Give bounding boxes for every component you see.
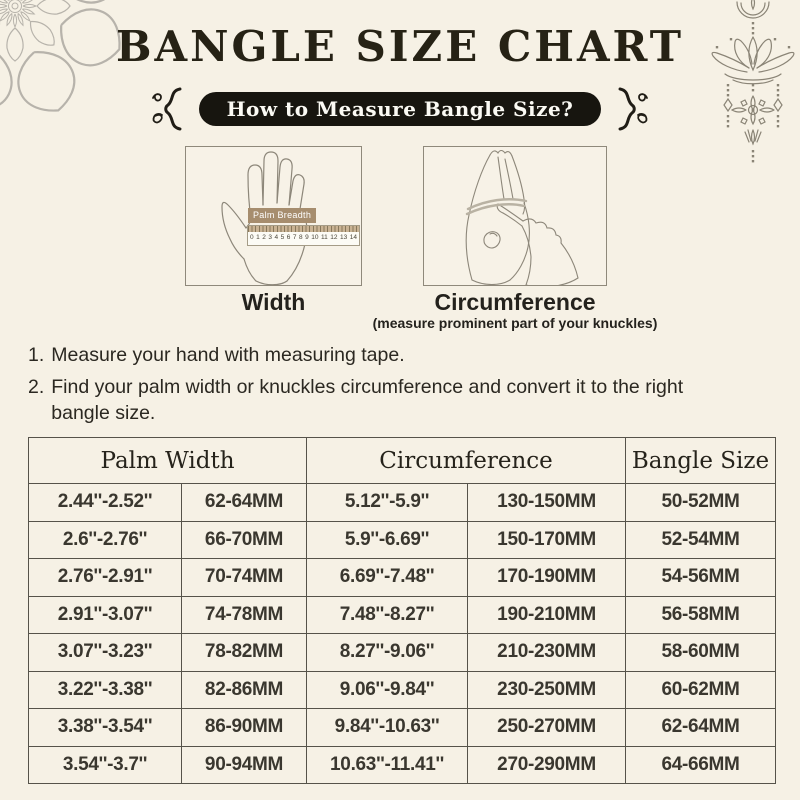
flourish-left-icon <box>147 86 187 132</box>
table-cell: 60-62MM <box>626 671 776 709</box>
table-cell: 3.38''-3.54'' <box>29 709 182 747</box>
ruler-number: 12 <box>330 234 338 241</box>
ruler-number: 8 <box>299 234 303 241</box>
table-cell: 270-290MM <box>468 746 626 784</box>
table-cell: 3.54''-3.7'' <box>29 746 182 784</box>
table-cell: 2.6''-2.76'' <box>29 521 182 559</box>
table-row <box>29 709 776 747</box>
table-cell: 7.48''-8.27'' <box>307 596 468 634</box>
ruler-number: 14 <box>349 234 357 241</box>
table-header: Circumference <box>307 438 626 484</box>
circumference-illustration-box <box>423 146 607 286</box>
table-cell: 86-90MM <box>182 709 307 747</box>
table-row <box>29 596 776 634</box>
table-cell: 82-86MM <box>182 671 307 709</box>
table-cell: 2.44''-2.52'' <box>29 484 182 522</box>
table-cell: 2.76''-2.91'' <box>29 559 182 597</box>
table-cell: 74-78MM <box>182 596 307 634</box>
table-cell: 64-66MM <box>626 746 776 784</box>
palm-breadth-tag: Palm Breadth <box>248 208 316 223</box>
table-cell: 6.69''-7.48'' <box>307 559 468 597</box>
ruler <box>247 225 360 246</box>
table-cell: 150-170MM <box>468 521 626 559</box>
circumference-note: (measure prominent part of your knuckles) <box>372 315 658 331</box>
table-cell: 62-64MM <box>182 484 307 522</box>
instructions-list <box>28 343 728 433</box>
table-cell: 3.07''-3.23'' <box>29 634 182 672</box>
table-cell: 5.12''-5.9'' <box>307 484 468 522</box>
table-cell: 90-94MM <box>182 746 307 784</box>
ruler-number: 13 <box>339 234 348 241</box>
table-cell: 62-64MM <box>626 709 776 747</box>
ruler-number: 6 <box>286 234 291 241</box>
ruler-number: 7 <box>292 234 297 241</box>
instruction-number: 2. <box>28 376 45 399</box>
table-header: Palm Width <box>29 438 307 484</box>
table-cell: 190-210MM <box>468 596 626 634</box>
ruler-number: 1 <box>256 234 260 241</box>
size-table-header-row <box>29 438 776 484</box>
table-row <box>29 559 776 597</box>
width-illustration-box <box>185 146 362 286</box>
table-cell: 210-230MM <box>468 634 626 672</box>
table-row <box>29 484 776 522</box>
table-cell: 52-54MM <box>626 521 776 559</box>
table-cell: 9.06''-9.84'' <box>307 671 468 709</box>
table-cell: 58-60MM <box>626 634 776 672</box>
table-row <box>29 746 776 784</box>
width-label: Width <box>241 289 306 315</box>
size-table-body <box>29 484 776 784</box>
table-cell: 54-56MM <box>626 559 776 597</box>
instruction-number: 1. <box>28 344 45 366</box>
table-cell: 10.63''-11.41'' <box>307 746 468 784</box>
ruler-number: 5 <box>280 234 285 241</box>
table-cell: 70-74MM <box>182 559 307 597</box>
table-cell: 230-250MM <box>468 671 626 709</box>
instruction-text: Measure your hand with measuring tape. <box>51 344 405 366</box>
page-title: BANGLE SIZE CHART <box>116 22 684 71</box>
circumference-label: Circumference <box>434 289 596 315</box>
ruler-number: 2 <box>262 234 266 241</box>
table-header: Bangle Size <box>626 438 776 484</box>
ruler-number: 11 <box>320 234 328 241</box>
table-row <box>29 671 776 709</box>
table-cell: 9.84''-10.63'' <box>307 709 468 747</box>
size-table <box>28 437 776 784</box>
table-cell: 3.22''-3.38'' <box>29 671 182 709</box>
table-cell: 56-58MM <box>626 596 776 634</box>
hand-circumference-illustration <box>424 147 606 285</box>
table-cell: 170-190MM <box>468 559 626 597</box>
table-cell: 66-70MM <box>182 521 307 559</box>
banner-pill: How to Measure Bangle Size? <box>199 92 602 126</box>
table-cell: 130-150MM <box>468 484 626 522</box>
table-row <box>29 634 776 672</box>
ruler-numbers <box>248 232 359 242</box>
table-cell: 8.27''-9.06'' <box>307 634 468 672</box>
instruction-item <box>28 375 728 426</box>
ruler-number: 3 <box>268 234 272 241</box>
table-cell: 78-82MM <box>182 634 307 672</box>
flourish-right-icon <box>613 86 653 132</box>
table-cell: 5.9''-6.69'' <box>307 521 468 559</box>
table-row <box>29 521 776 559</box>
ruler-number: 9 <box>305 234 309 241</box>
table-cell: 250-270MM <box>468 709 626 747</box>
ruler-number: 0 <box>250 234 254 241</box>
table-cell: 2.91''-3.07'' <box>29 596 182 634</box>
banner-row <box>0 86 800 132</box>
table-cell: 50-52MM <box>626 484 776 522</box>
ruler-number: 4 <box>274 234 279 241</box>
ruler-number: 10 <box>311 234 319 241</box>
instruction-text: Find your palm width or knuckles circumference and convert it to the right bangle size. <box>51 376 684 424</box>
instruction-item <box>28 343 728 368</box>
